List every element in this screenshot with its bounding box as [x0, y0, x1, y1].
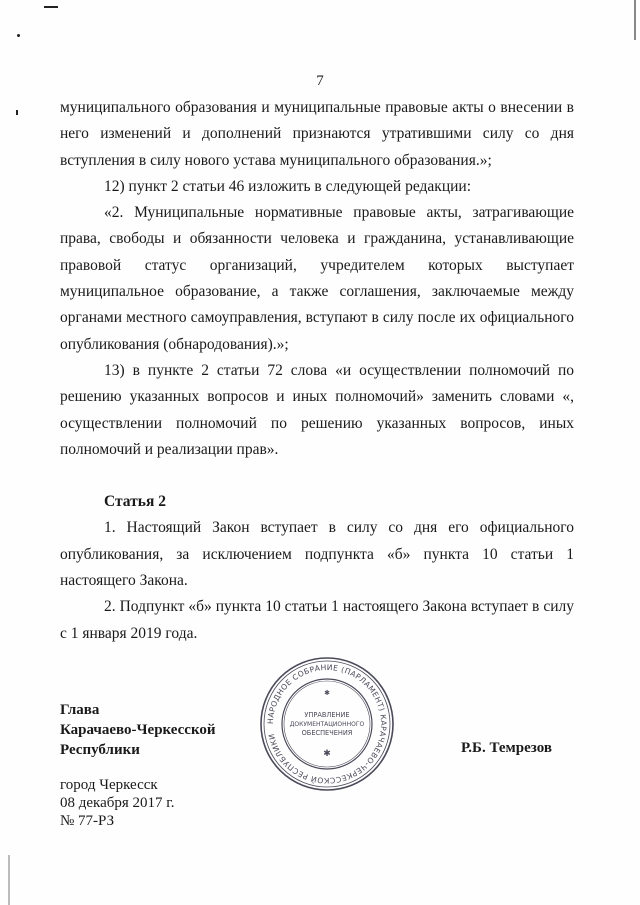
law-number: № 77-РЗ — [60, 813, 115, 829]
scan-artifact — [44, 6, 58, 8]
seal-inner-line: ОБЕСПЕЧЕНИЯ — [301, 729, 353, 737]
scan-artifact — [634, 0, 636, 40]
page-number: 7 — [316, 73, 324, 89]
paragraph: 1. Настоящий Закон вступает в силу со дня его официального опубликования, за исключением подпункта «б» пункта 10 статьи 1 настоящего Закона. — [60, 519, 574, 590]
seal-star-icon: ✱ — [324, 689, 330, 697]
scan-artifact — [8, 855, 10, 905]
signatory-title — [60, 700, 216, 760]
paragraph: 12) пункт 2 статьи 46 изложить в следующей редакции: — [104, 177, 472, 195]
paragraph: 2. Подпункт «б» пункта 10 статьи 1 настоящего Закона вступает в силу с 1 января 2019 года. — [60, 598, 574, 642]
signatory-title-line: Глава — [60, 702, 100, 718]
paragraph: муниципального образования и муниципальные правовые акты о внесении в него изменений и дополнений признаются утратившими силу со дня вступления в силу нового устава муниципального образования.»; — [60, 99, 574, 169]
seal-star-icon: ✱ — [323, 749, 331, 759]
city: город Черкесск — [60, 777, 158, 793]
place-and-date — [60, 776, 175, 830]
signatory-title-line: Республики — [60, 742, 140, 758]
paragraph: 13) в пункте 2 статьи 72 слова «и осуществлении полномочий по решению указанных вопросов и иных полномочий» заменить словами «, осуществлении полномочий по решению указанных вопросов, иных полномочий и реализации прав». — [60, 361, 574, 458]
official-seal-stamp — [258, 655, 396, 793]
seal-inner-line: ДОКУМЕНТАЦИОННОГО — [289, 721, 365, 728]
date: 08 декабря 2017 г. — [60, 795, 175, 811]
scan-artifact — [17, 34, 20, 37]
signatory-name: Р.Б. Темрезов — [461, 740, 552, 756]
seal-inner-line: УПРАВЛЕНИЕ — [304, 711, 350, 719]
document-body — [60, 95, 574, 647]
paragraph: «2. Муниципальные нормативные правовые акты, затрагивающие права, свободы и обязанности человека и гражданина, устанавливающие правовой статус организаций, учредителем которых выступает муниципальное образование, а также соглашения, заключаемые между органами местного самоуправления, вступают в силу после их официального опубликования (обнародования).»; — [60, 204, 574, 353]
article-heading: Статья 2 — [104, 493, 166, 511]
signatory-title-line: Карачаево-Черкесской — [60, 722, 216, 738]
scan-artifact — [16, 110, 18, 115]
seal-outer-text: НАРОДНОЕ СОБРАНИЕ (ПАРЛАМЕНТ) КАРАЧАЕВО-ЧЕРКЕССКОЙ РЕСПУБЛИКИ — [265, 662, 389, 786]
